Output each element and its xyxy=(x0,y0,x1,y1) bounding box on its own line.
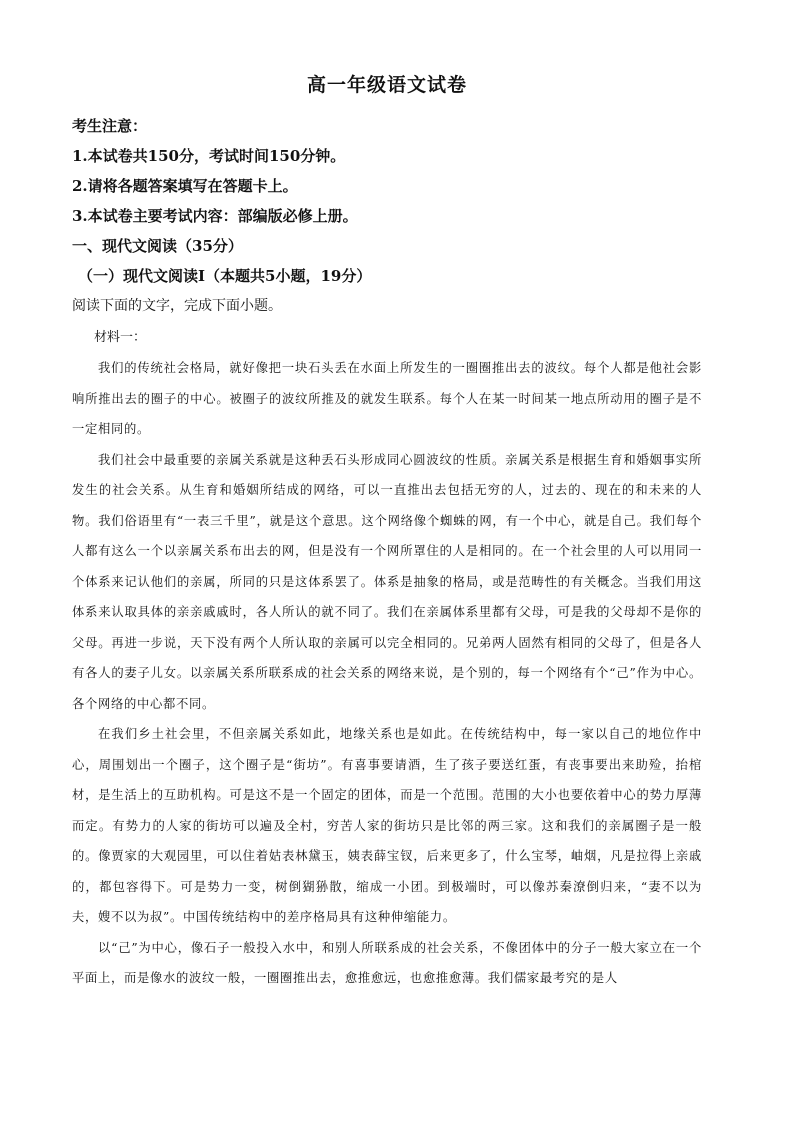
notice-heading: 考生注意： xyxy=(72,117,148,135)
notice-item: 3.本试卷主要考试内容：部编版必修上册。 xyxy=(72,207,358,225)
material-label: 材料一： xyxy=(94,330,147,345)
notice-item: 2.请将各题答案填写在答题卡上。 xyxy=(72,177,298,195)
subsection-heading: （一）现代文阅读Ⅰ（本题共5小题，19分） xyxy=(78,267,372,285)
passage-paragraph: 以“己”为中心，像石子一般投入水中，和别人所联系成的社会关系，不像团体中的分子一般大家立在一个平面上，而是像水的波纹一般，一圈圈推出去，愈推愈远，也愈推愈薄。我们儒家最考究的是人 xyxy=(72,940,702,985)
reading-instruction: 阅读下面的文字，完成下面小题。 xyxy=(72,298,282,314)
notice-item: 1.本试卷共150分，考试时间150分钟。 xyxy=(72,147,346,165)
passage-paragraph: 我们社会中最重要的亲属关系就是这种丢石头形成同心圆波纹的性质。亲属关系是根据生育和婚姻事实所发生的社会关系。从生育和婚姻所结成的网络，可以一直推出去包括无穷的人，过去的、现在的和未来的人物。我们俗语里有“一表三千里”，就是这个意思。这个网络像个蜘蛛的网，有一个中心，就是自己。我们每个人都有这么一个以亲属关系布出去的网，但是没有一个网所罩住的人是相同的。在一个社会里的人可以用同一个体系来记认他们的亲属，所同的只是这体系罢了。体系是抽象的格局，或是范畴性的有关概念。当我们用这体系来认取具体的亲亲戚戚时，各人所认的就不同了。我们在亲属体系里都有父母，可是我的父母却不是你的父母。再进一步说，天下没有两个人所认取的亲属可以完全相同的。兄弟两人固然有相同的父母了，但是各人有各人的妻子儿女。以亲属关系所联系成的社会关系的网络来说，是个别的，每一个网络有个“己”作为中心。各个网络的中心都不同。 xyxy=(72,452,702,711)
exam-title: 高一年级语文试卷 xyxy=(306,74,467,96)
passage-paragraph: 在我们乡土社会里，不但亲属关系如此，地缘关系也是如此。在传统结构中，每一家以自己的地位作中心，周围划出一个圈子，这个圈子是“街坊”。有喜事要请酒，生了孩子要送红蛋，有丧事要出来助殓，抬棺材，是生活上的互助机构。可是这不是一个固定的团体，而是一个范围。范围的大小也要依着中心的势力厚薄而定。有势力的人家的街坊可以遍及全村，穷苦人家的街坊只是比邻的两三家。这和我们的亲属圈子是一般的。像贾家的大观园里，可以住着姑表林黛玉，姨表薛宝钗，后来更多了，什么宝琴，岫烟，凡是拉得上亲戚的，都包容得下。可是势力一变，树倒猢狲散，缩成一小团。到极端时，可以像苏秦潦倒归来，“妻不以为夫，嫂不以为叔”。中国传统结构中的差序格局具有这种伸缩能力。 xyxy=(72,727,702,924)
section-heading: 一、现代文阅读（35分） xyxy=(72,237,243,255)
passage-paragraph: 我们的传统社会格局，就好像把一块石头丢在水面上所发生的一圈圈推出去的波纹。每个人都是他社会影响所推出去的圈子的中心。被圈子的波纹所推及的就发生联系。每个人在某一时间某一地点所动用的圈子是不一定相同的。 xyxy=(72,361,702,436)
